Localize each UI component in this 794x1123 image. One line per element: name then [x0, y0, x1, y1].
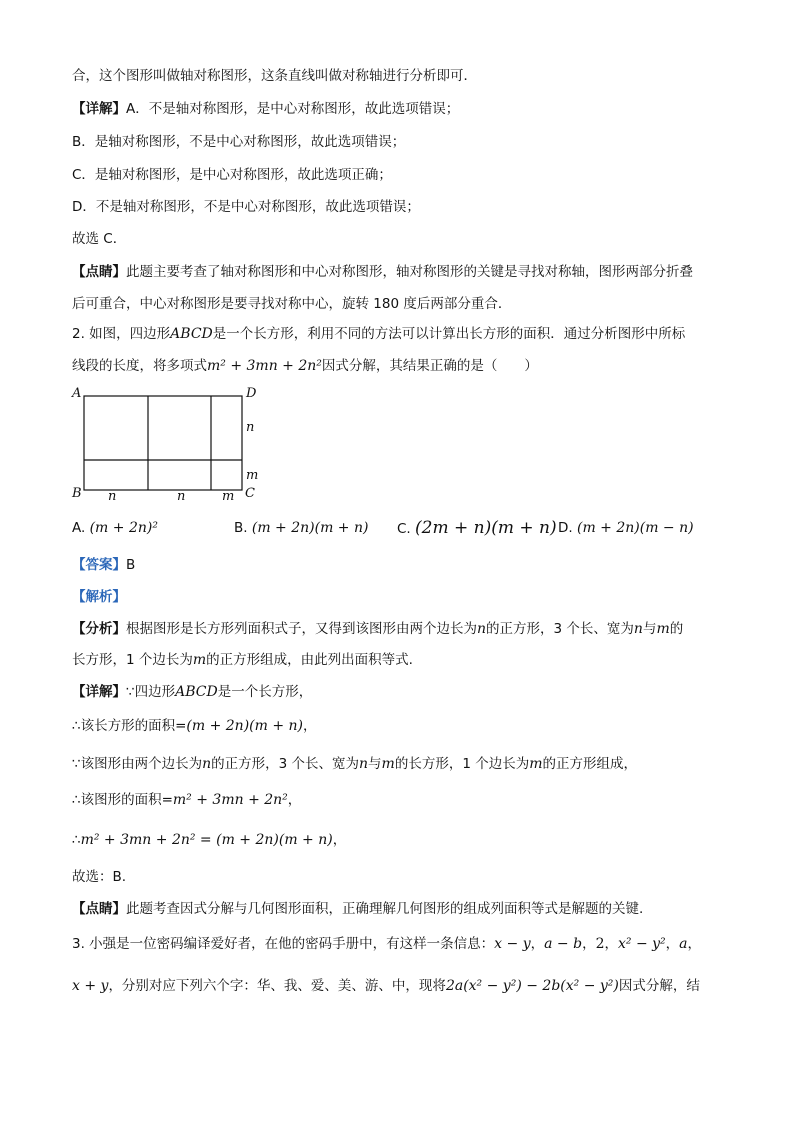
text-line: B．是轴对称图形，不是中心对称图形，故此选项错误； — [72, 134, 406, 150]
option-b[interactable]: B. (m + 2n)(m + n) — [234, 520, 369, 536]
question-3-stem: x + y，分别对应下列六个字：华、我、爱、美、游、中，现将2a(x² − y²) − 2b(x² − y²)因式分解，结 — [72, 978, 700, 994]
text-line: D．不是轴对称图形，不是中心对称图形，故此选项错误； — [72, 199, 420, 215]
vertex-label-c: C — [245, 486, 255, 501]
vertex-label-d: D — [246, 386, 257, 401]
detail-line: 【详解】∵四边形ABCD是一个长方形， — [72, 684, 313, 700]
question-2-stem: 2. 如图，四边形ABCD是一个长方形，利用不同的方法可以计算出长方形的面积．通过分析图形中所标 — [72, 326, 686, 342]
segment-label-m: m — [246, 468, 259, 483]
text-line: 【点睛】此题主要考查了轴对称图形和中心对称图形，轴对称图形的关键是寻找对称轴，图形两部分折叠 — [72, 264, 693, 280]
option-a[interactable]: A. (m + 2n)² — [72, 520, 158, 536]
option-d[interactable]: D. (m + 2n)(m − n) — [558, 520, 694, 536]
analysis-line: 【分析】根据图形是长方形列面积式子，又得到该图形由两个边长为n的正方形，3 个长、宽为n与m的 — [72, 621, 684, 637]
detail-line: ∵该图形由两个边长为n的正方形，3 个长、宽为n与m的长方形，1 个边长为m的正方形组成， — [72, 756, 637, 772]
remark-line: 【点睛】此题考查因式分解与几何图形面积，正确理解几何图形的组成列面积等式是解题的关键. — [72, 901, 644, 917]
rectangle-figure — [66, 380, 266, 505]
answer-line: 【答案】B — [72, 557, 136, 573]
analysis-line: 长方形，1 个边长为m的正方形组成，由此列出面积等式. — [72, 652, 413, 668]
segment-label-n: n — [108, 489, 117, 504]
text-line: 故选 C． — [72, 231, 127, 247]
segment-label-m: m — [222, 489, 235, 504]
vertex-label-b: B — [72, 486, 82, 501]
question-2-stem: 线段的长度，将多项式m² + 3mn + 2n²因式分解，其结果正确的是（ ） — [72, 358, 538, 374]
detail-line: ∴m² + 3mn + 2n² = (m + 2n)(m + n)， — [72, 832, 347, 848]
vertex-label-a: A — [72, 386, 82, 401]
detail-line: ∴该长方形的面积=(m + 2n)(m + n)， — [72, 718, 317, 734]
text-line: C．是轴对称图形，是中心对称图形，故此选项正确； — [72, 167, 392, 183]
analysis-heading: 【解析】 — [72, 589, 126, 605]
option-c[interactable]: C. (2m + n)(m + n) — [397, 518, 557, 538]
detail-line: 故选：B. — [72, 869, 127, 885]
question-3-stem: 3. 小强是一位密码编译爱好者，在他的密码手册中，有这样一条信息：x − y，a − b，2，x² − y²，a， — [72, 936, 702, 952]
text-line: 合，这个图形叫做轴对称图形，这条直线叫做对称轴进行分析即可． — [72, 68, 477, 84]
text-line: 【详解】A．不是轴对称图形，是中心对称图形，故此选项错误； — [72, 101, 460, 117]
text-line: 后可重合，中心对称图形是要寻找对称中心，旋转 180 度后两部分重合． — [72, 296, 512, 312]
segment-label-n: n — [246, 420, 255, 435]
segment-label-n: n — [177, 489, 186, 504]
detail-line: ∴该图形的面积=m² + 3mn + 2n²， — [72, 792, 302, 808]
